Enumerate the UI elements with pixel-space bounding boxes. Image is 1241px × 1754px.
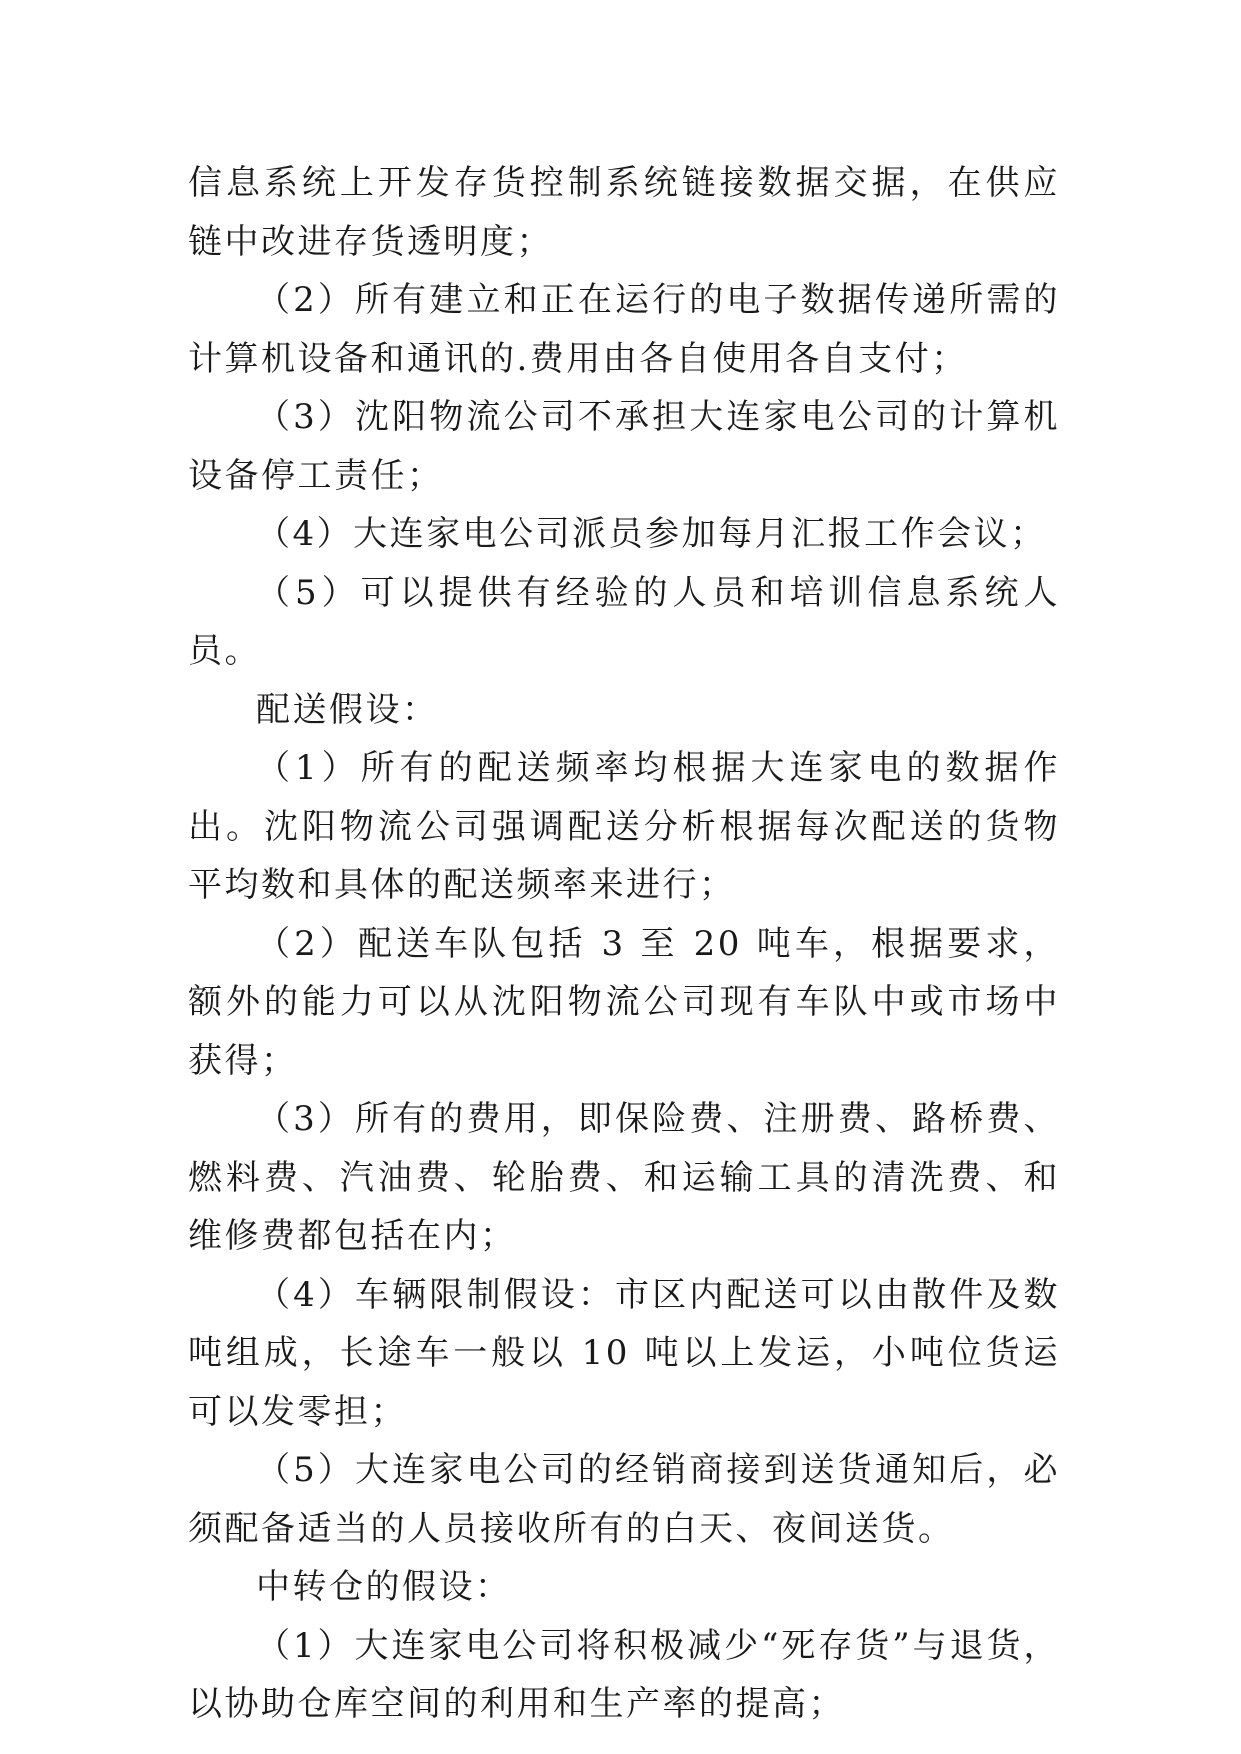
paragraph-9: （3）所有的费用，即保险费、注册费、路桥费、燃料费、汽油费、轮胎费、和运输工具的清洗费、和维修费都包括在内； — [188, 1099, 1060, 1256]
document-body — [188, 154, 1060, 1734]
section-heading-distribution: 配送假设： — [256, 689, 439, 730]
paragraph-3: （3）沈阳物流公司不承担大连家电公司的计算机设备停工责任； — [188, 397, 1060, 496]
paragraph-13: （1）大连家电公司将积极减少“死存货”与退货，以协助仓库空间的利用和生产率的提高； — [188, 1625, 1060, 1724]
paragraph-7: （1）所有的配送频率均根据大连家电的数据作出。沈阳物流公司强调配送分析根据每次配送的货物平均数和具体的配送频率来进行； — [188, 748, 1060, 905]
section-heading-transit-warehouse: 中转仓的假设： — [256, 1567, 512, 1607]
paragraph-4: （4）大连家电公司派员参加每月汇报工作会议； — [256, 514, 1047, 554]
paragraph-11: （5）大连家电公司的经销商接到送货通知后，必须配备适当的人员接收所有的白天、夜间送货。 — [188, 1450, 1060, 1549]
paragraph-5: （5）可以提供有经验的人员和培训信息系统人员。 — [188, 572, 1060, 671]
paragraph-8: （2）配送车队包括 3 至 20 吨车，根据要求，额外的能力可以从沈阳物流公司现有车队中或市场中获得； — [188, 923, 1060, 1081]
paragraph-2: （2）所有建立和正在运行的电子数据传递所需的计算机设备和通讯的.费用由各自使用各自支付； — [188, 280, 1060, 379]
paragraph-10: （4）车辆限制假设：市区内配送可以由散件及数吨组成，长途车一般以 10 吨以上发运，小吨位货运可以发零担； — [188, 1274, 1060, 1432]
paragraph-1: 信息系统上开发存货控制系统链接数据交据，在供应链中改进存货透明度； — [188, 163, 1060, 262]
